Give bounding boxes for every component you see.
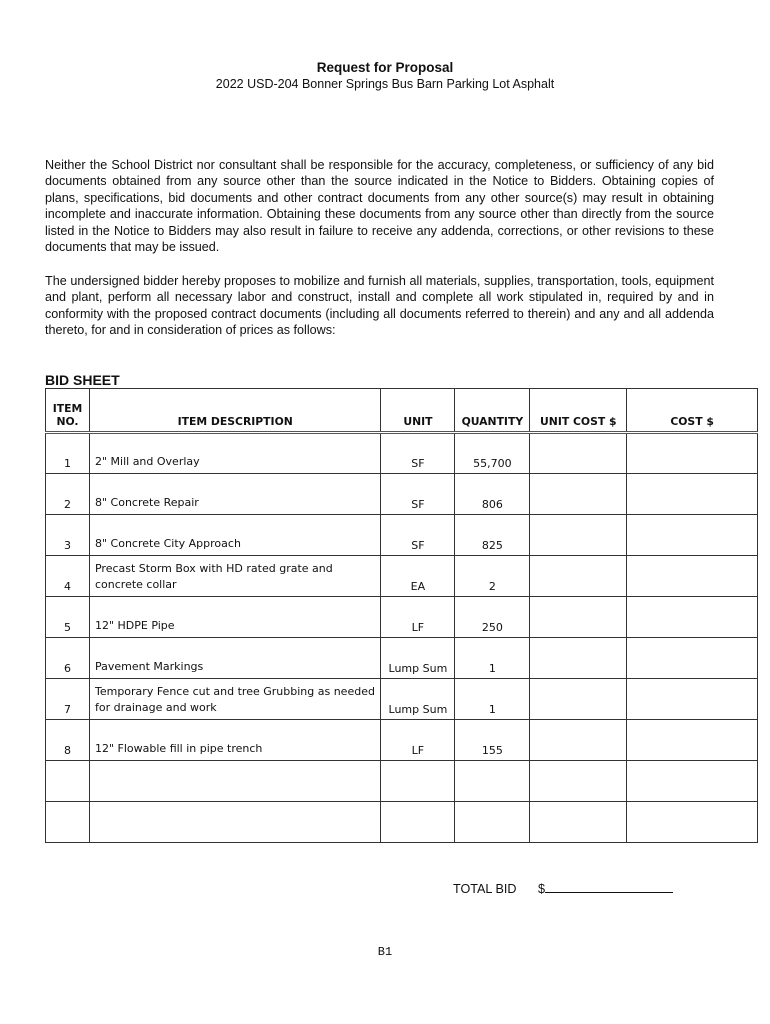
quantity-cell: 55,700 <box>455 433 530 474</box>
item-no-cell: 1 <box>46 433 90 474</box>
proposal-paragraph: The undersigned bidder hereby proposes to mobilize and furnish all materials, supplies, transportation, tools, equipment and plant, perform all necessary labor and construct, install and complete all work stipulated in, required by and in conformity with the proposed contract documents (including all documents referred to therein) and any and all addenda thereto, for and in consideration of prices as follows: <box>45 274 714 338</box>
item-description-text: Temporary Fence cut and tree Grubbing as needed for drainage and work <box>94 685 375 714</box>
empty-cell[interactable] <box>627 761 758 802</box>
unit-cost-field[interactable] <box>530 597 627 638</box>
item-description-cell <box>89 515 380 556</box>
disclaimer-paragraph: Neither the School District nor consultant shall be responsible for the accuracy, completeness, or sufficiency of any bid documents obtained from any source other than the source indicated in the Notice to Bidders. Obtaining copies of plans, specifications, bid documents and other contract documents from any other source(s) may result in obtaining incomplete and inaccurate information. Obtaining these documents from any source other than directly from the source listed in the Notice to Bidders may also result in failure to receive any addenda, corrections, or other revisions to these documents that may be issued. <box>45 158 714 255</box>
unit-cell: Lump Sum <box>381 638 455 679</box>
cost-field[interactable] <box>627 433 758 474</box>
item-description-text: 8" Concrete Repair <box>94 496 199 509</box>
project-subtitle: 2022 USD-204 Bonner Springs Bus Barn Parking Lot Asphalt <box>215 77 555 91</box>
item-description-cell <box>89 474 380 515</box>
unit-cell: LF <box>381 720 455 761</box>
cost-field[interactable] <box>627 556 758 597</box>
unit-cell: SF <box>381 433 455 474</box>
item-description-cell <box>89 433 380 474</box>
item-description-cell <box>89 679 380 720</box>
unit-cell: Lump Sum <box>381 679 455 720</box>
cost-field[interactable] <box>627 720 758 761</box>
cost-field[interactable] <box>627 597 758 638</box>
empty-cell[interactable] <box>381 802 455 843</box>
empty-cell[interactable] <box>46 802 90 843</box>
empty-table-row <box>46 761 758 802</box>
item-description-text: Precast Storm Box with HD rated grate and concrete collar <box>94 562 333 591</box>
column-header-cost: COST $ <box>627 389 758 433</box>
column-header-unit: UNIT <box>381 389 455 433</box>
item-no-cell: 6 <box>46 638 90 679</box>
cost-field[interactable] <box>627 638 758 679</box>
unit-cell: SF <box>381 474 455 515</box>
table-row <box>46 433 758 474</box>
item-description-text: Pavement Markings <box>94 660 204 673</box>
quantity-cell: 1 <box>455 638 530 679</box>
cost-field[interactable] <box>627 515 758 556</box>
item-no-cell: 7 <box>46 679 90 720</box>
empty-cell[interactable] <box>530 761 627 802</box>
column-header-unit-cost: UNIT COST $ <box>530 389 627 433</box>
empty-cell[interactable] <box>381 761 455 802</box>
bid-table-header-row <box>46 389 758 433</box>
page-number: B1 <box>377 945 393 959</box>
unit-cell: LF <box>381 597 455 638</box>
item-description-text: 12" Flowable fill in pipe trench <box>94 742 263 755</box>
empty-cell[interactable] <box>46 761 90 802</box>
empty-cell[interactable] <box>627 802 758 843</box>
empty-cell[interactable] <box>530 802 627 843</box>
quantity-cell: 825 <box>455 515 530 556</box>
total-bid-field[interactable] <box>545 880 673 893</box>
unit-cell: SF <box>381 515 455 556</box>
item-description-text: 12" HDPE Pipe <box>94 619 175 632</box>
unit-cost-field[interactable] <box>530 474 627 515</box>
quantity-cell: 2 <box>455 556 530 597</box>
total-bid-currency: $ <box>537 882 545 896</box>
page-title: Request for Proposal <box>316 60 454 75</box>
empty-cell[interactable] <box>89 802 380 843</box>
column-header-quantity: QUANTITY <box>455 389 530 433</box>
table-row <box>46 515 758 556</box>
table-row <box>46 720 758 761</box>
item-no-cell: 3 <box>46 515 90 556</box>
item-description-text: 8" Concrete City Approach <box>94 537 241 550</box>
table-row <box>46 597 758 638</box>
unit-cost-field[interactable] <box>530 720 627 761</box>
cost-field[interactable] <box>627 679 758 720</box>
cost-field[interactable] <box>627 474 758 515</box>
empty-table-row <box>46 802 758 843</box>
item-description-cell <box>89 638 380 679</box>
unit-cost-field[interactable] <box>530 433 627 474</box>
item-description-cell <box>89 597 380 638</box>
table-row <box>46 679 758 720</box>
table-row <box>46 474 758 515</box>
quantity-cell: 155 <box>455 720 530 761</box>
unit-cost-field[interactable] <box>530 638 627 679</box>
item-description-cell <box>89 720 380 761</box>
bid-sheet-heading: BID SHEET <box>45 372 120 388</box>
item-description-text: 2" Mill and Overlay <box>94 455 200 468</box>
total-bid <box>453 880 673 896</box>
item-no-cell: 4 <box>46 556 90 597</box>
bid-table <box>45 388 758 843</box>
item-description-cell <box>89 556 380 597</box>
unit-cost-field[interactable] <box>530 515 627 556</box>
unit-cost-field[interactable] <box>530 679 627 720</box>
empty-cell[interactable] <box>455 761 530 802</box>
unit-cost-field[interactable] <box>530 556 627 597</box>
item-no-cell: 5 <box>46 597 90 638</box>
quantity-cell: 806 <box>455 474 530 515</box>
column-header-item-no-line2: NO. <box>56 415 79 428</box>
unit-cell: EA <box>381 556 455 597</box>
table-row <box>46 556 758 597</box>
empty-cell[interactable] <box>89 761 380 802</box>
column-header-item-no-line1: ITEM <box>52 402 83 415</box>
item-no-cell: 8 <box>46 720 90 761</box>
table-row <box>46 638 758 679</box>
total-bid-label: TOTAL BID <box>453 882 517 896</box>
quantity-cell: 250 <box>455 597 530 638</box>
quantity-cell: 1 <box>455 679 530 720</box>
item-no-cell: 2 <box>46 474 90 515</box>
empty-cell[interactable] <box>455 802 530 843</box>
column-header-description: ITEM DESCRIPTION <box>89 389 380 433</box>
column-header-item-no <box>46 389 90 433</box>
